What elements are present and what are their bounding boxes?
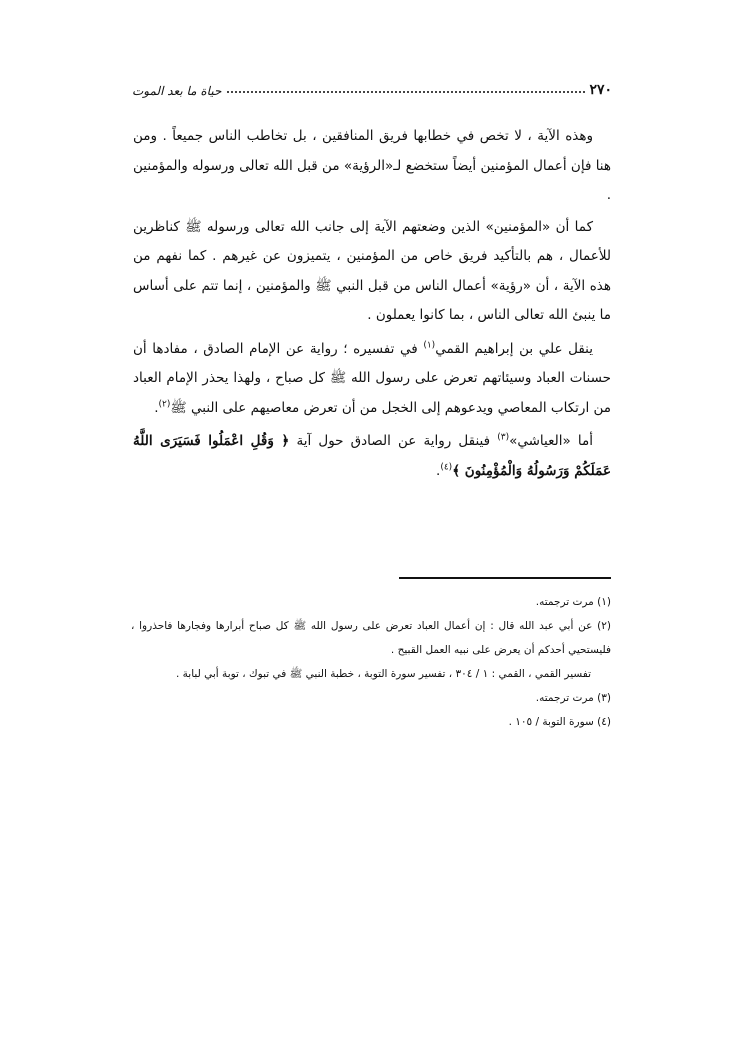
- footnote-ref-3[interactable]: (٣): [497, 432, 510, 443]
- footnote-2-source: تفسير القمي ، القمي : ١ / ٣٠٤ ، تفسير سورة التوبة ، خطبة النبي ﷺ في تبوك ، توبة أبي لبابة .: [176, 668, 591, 680]
- footnotes: [131, 590, 611, 734]
- footnote-ref-2[interactable]: (٢): [158, 399, 171, 409]
- page-number: ٢٧٠: [589, 82, 612, 98]
- paragraph-1: وهذه الآية ، لا تخص في خطابها فريق المنافقين ، بل تخاطب الناس جميعاً . ومن هنا فإن أعمال المؤمنين أيضاً ستخضع لـ«الرؤية» من قبل الله تعالى ورسوله والمؤمنين .: [133, 128, 611, 203]
- paragraph-3: [133, 335, 611, 424]
- footnote-1: (١) مرت ترجمته.: [535, 596, 611, 608]
- paragraph-3-text-a: ينقل علي بن إبراهيم القمي: [435, 340, 593, 357]
- footnote-4: (٤) سورة التوبة / ١٠٥ .: [508, 716, 611, 728]
- footnote-separator: [399, 577, 611, 579]
- paragraph-4-text-b: فينقل رواية عن الصادق حول آية: [289, 433, 498, 449]
- footnote-ref-4[interactable]: (٤): [440, 462, 453, 472]
- paragraph-4-text-c: .: [436, 462, 441, 479]
- paragraph-3-text-c: .: [154, 399, 159, 416]
- quran-verse: ﴿ وَقُلِ اعْمَلُوا فَسَيَرَى اللَّهُ عَمَلَكُمْ وَرَسُولُهُ وَالْمُؤْمِنُونَ ﴾: [133, 433, 611, 479]
- header-dotted-leader: [227, 91, 585, 93]
- main-text: [133, 122, 611, 486]
- footnote-3: (٣) مرت ترجمته.: [535, 692, 611, 704]
- book-title: حياة ما بعد الموت: [132, 84, 222, 98]
- footnote-2: (٢) عن أبي عبد الله قال : إن أعمال العباد تعرض على رسول الله ﷺ كل صباح أبرارها وفجارها فاحذروا ، فليستحيي أحدكم أن يعرض على نبيه العمل القبيح .: [131, 620, 611, 656]
- paragraph-4: [133, 427, 611, 486]
- paragraph-3-text-b: في تفسيره ؛ رواية عن الإمام الصادق ، مفادها أن حسنات العباد وسيئاتهم تعرض على رسول الله ﷺ كل صباح ، ولهذا يحذر الإمام العباد من ارتكاب المعاصي ويدعوهم إلى الخجل من أن تعرض معاصيهم على النبي ﷺ: [133, 340, 611, 416]
- running-header: [132, 74, 612, 98]
- paragraph-4-text-a: أما «العياشي»: [509, 433, 593, 449]
- paragraph-2: كما أن «المؤمنين» الذين وضعتهم الآية إلى جانب الله تعالى ورسوله ﷺ كناظرين للأعمال ، هم بالتأكيد فريق خاص من المؤمنين ، يتميزون عن غيرهم . كما نفهم من هذه الآية ، أن «رؤية» أعمال الناس من قبل النبي ﷺ والمؤمنين ، إنما تتم على أساس ما ينبئ الله تعالى الناس ، بما كانوا يعملون .: [133, 218, 611, 323]
- footnote-ref-1[interactable]: (١): [423, 340, 436, 350]
